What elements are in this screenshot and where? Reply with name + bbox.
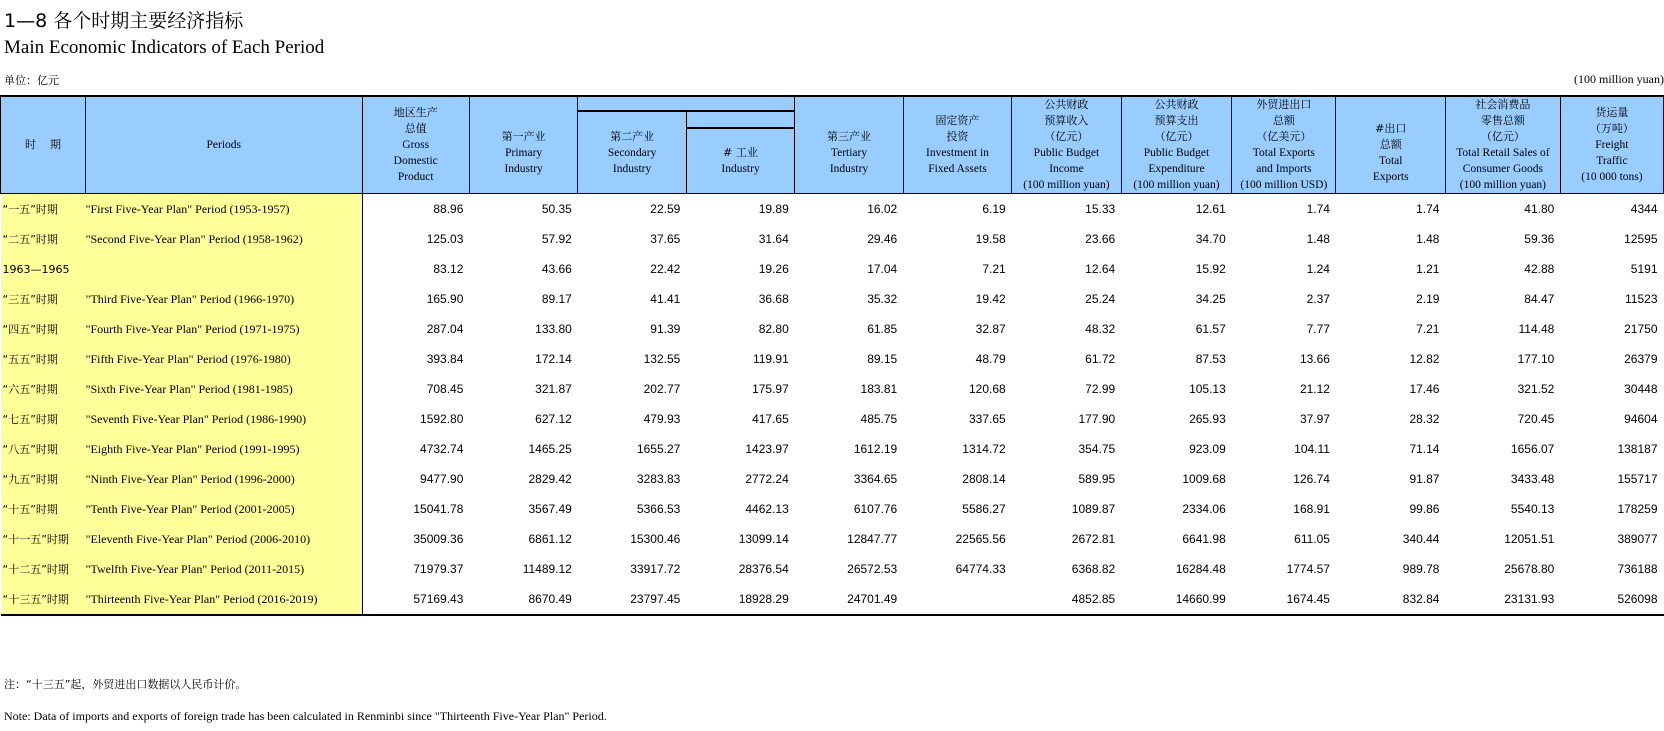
- header-primary-industry: [469, 96, 577, 194]
- header-line: (100 million yuan): [1133, 179, 1220, 191]
- header-period-zh: 时 期: [1, 96, 86, 194]
- header-line: Public Budget: [1143, 147, 1210, 159]
- period-zh-cell: “十三五”时期: [1, 584, 86, 615]
- period-zh-cell: “九五”时期: [1, 464, 86, 494]
- value-cell: 105.13: [1189, 382, 1226, 396]
- value-cell: 2808.14: [962, 472, 1006, 486]
- value-cell: 183.81: [860, 382, 898, 396]
- header-line: Fixed Assets: [928, 163, 987, 175]
- header-line: Gross: [402, 139, 430, 151]
- table-row: [1, 344, 1664, 374]
- value-cell: 120.68: [968, 382, 1006, 396]
- header-line: （亿元）: [1044, 130, 1089, 143]
- value-cell: 1592.80: [362, 404, 469, 434]
- header-industry-gap: [686, 111, 794, 128]
- value-cell: 82.80: [758, 322, 789, 336]
- header-freight: [1560, 96, 1663, 194]
- value-cell: 50.35: [541, 202, 572, 216]
- value-cell: 99.86: [1409, 502, 1440, 516]
- value-cell: 175.97: [752, 382, 789, 396]
- header-line: Industry: [721, 162, 760, 175]
- value-cell: 4852.85: [1012, 584, 1122, 615]
- unit-label-zh: 单位：亿元: [4, 74, 59, 87]
- value-cell: 23797.45: [578, 584, 686, 615]
- value-cell: 340.44: [1402, 532, 1440, 546]
- value-cell: 2.37: [1306, 292, 1330, 306]
- period-zh-cell: “七五”时期: [1, 404, 86, 434]
- value-cell: 1.21: [1416, 262, 1440, 276]
- value-cell: 1314.72: [962, 442, 1006, 456]
- value-cell: 155717: [1617, 472, 1658, 486]
- header-secondary-top: [578, 96, 795, 111]
- table-row: [1, 494, 1664, 524]
- header-line: Total Retail Sales of: [1456, 147, 1550, 159]
- value-cell: 3433.48: [1510, 472, 1555, 486]
- period-zh-cell: “十五”时期: [1, 494, 86, 524]
- value-cell: 72.99: [1085, 382, 1116, 396]
- period-en-cell: "First Five-Year Plan" Period (1953-1957): [86, 194, 362, 225]
- value-cell: 1465.25: [528, 442, 572, 456]
- value-cell: 9477.90: [362, 464, 469, 494]
- value-cell: 1.74: [1416, 202, 1440, 216]
- header-line: Secondary: [607, 146, 657, 159]
- header-line: 第二产业: [610, 129, 655, 143]
- header-line: Product: [397, 171, 434, 183]
- table-row: [1, 284, 1664, 314]
- header-line: （亿元）: [1154, 130, 1199, 143]
- value-cell: 61.57: [1195, 322, 1226, 336]
- value-cell: 11523: [1625, 292, 1658, 306]
- value-cell: 1.74: [1306, 202, 1330, 216]
- header-line: (100 million USD): [1240, 179, 1328, 191]
- value-cell: 6.19: [982, 202, 1006, 216]
- header-budget-expenditure: [1121, 96, 1232, 194]
- value-cell: 1674.45: [1232, 584, 1336, 615]
- value-cell: 125.03: [362, 224, 469, 254]
- value-cell: 37.97: [1299, 412, 1330, 426]
- value-cell: 720.45: [1517, 412, 1555, 426]
- value-cell: 3567.49: [528, 502, 572, 516]
- value-cell: 133.80: [535, 322, 572, 336]
- value-cell: 321.87: [535, 382, 572, 396]
- value-cell: 23.66: [1085, 232, 1116, 246]
- value-cell: 6861.12: [528, 532, 572, 546]
- value-cell: 87.53: [1195, 352, 1226, 366]
- value-cell: 19.89: [758, 202, 789, 216]
- period-en-cell: "Fifth Five-Year Plan" Period (1976-1980): [86, 344, 362, 374]
- unit-label-en: (100 million yuan): [1574, 72, 1664, 86]
- value-cell: 12.61: [1195, 202, 1226, 216]
- value-cell: 1.48: [1416, 232, 1440, 246]
- table-row: [1, 314, 1664, 344]
- value-cell: 119.91: [752, 352, 789, 366]
- value-cell: 34.25: [1195, 292, 1226, 306]
- value-cell: 6641.98: [1182, 532, 1226, 546]
- header-fixed-assets: [903, 96, 1011, 194]
- value-cell: 4732.74: [362, 434, 469, 464]
- table-row: [1, 554, 1664, 584]
- value-cell: 61.85: [867, 322, 898, 336]
- period-zh-cell: “十二五”时期: [1, 554, 86, 584]
- header-secondary-industry: [578, 111, 686, 194]
- value-cell: 4344: [1630, 202, 1658, 216]
- header-line: Industry: [612, 162, 652, 175]
- value-cell: 89.17: [541, 292, 572, 306]
- value-cell: 1.24: [1306, 262, 1330, 276]
- table-row: [1, 404, 1664, 434]
- header-line: (10 000 tons): [1581, 171, 1643, 183]
- header-line: Public Budget: [1033, 147, 1100, 159]
- period-en-cell: "Thirteenth Five-Year Plan" Period (2016-2019): [86, 584, 362, 615]
- value-cell: 1.48: [1306, 232, 1330, 246]
- value-cell: 7.77: [1306, 322, 1330, 336]
- period-zh-cell: “一五”时期: [1, 194, 86, 225]
- header-line: #出口: [1375, 122, 1407, 135]
- value-cell: 923.09: [1189, 442, 1226, 456]
- value-cell: 7.21: [1416, 322, 1440, 336]
- value-cell: 35.32: [867, 292, 898, 306]
- header-line: （万吨）: [1589, 122, 1634, 135]
- header-line: # 工业: [723, 145, 758, 159]
- value-cell: 989.78: [1402, 562, 1440, 576]
- value-cell: 33917.72: [630, 562, 681, 576]
- header-retail-sales: [1445, 96, 1560, 194]
- header-line: and Imports: [1256, 163, 1312, 175]
- period-zh-cell: “六五”时期: [1, 374, 86, 404]
- value-cell: 71979.37: [362, 554, 469, 584]
- value-cell: 71.14: [1409, 442, 1440, 456]
- header-line: 货运量: [1595, 106, 1629, 119]
- value-cell: 4462.13: [745, 502, 789, 516]
- value-cell: 8670.49: [469, 584, 577, 615]
- header-budget-income: [1012, 96, 1122, 194]
- value-cell: 25.24: [1085, 292, 1116, 306]
- value-cell: 94604: [1624, 412, 1658, 426]
- header-line: 第一产业: [501, 130, 546, 143]
- value-cell: 12.64: [1085, 262, 1116, 276]
- value-cell: 13099.14: [738, 532, 789, 546]
- value-cell: 287.04: [362, 314, 469, 344]
- table-row: [1, 464, 1664, 494]
- value-cell: 13.66: [1299, 352, 1330, 366]
- header-line: (100 million yuan): [1023, 179, 1110, 191]
- table-row: [1, 584, 1664, 615]
- value-cell: 6368.82: [1071, 562, 1116, 576]
- value-cell: 1655.27: [636, 442, 681, 456]
- value-cell: 393.84: [362, 344, 469, 374]
- header-line: 总额: [1272, 114, 1295, 127]
- value-cell: 29.46: [867, 232, 898, 246]
- value-cell: 22565.56: [955, 532, 1006, 546]
- value-cell: 19.42: [975, 292, 1006, 306]
- value-cell: 91.39: [650, 322, 681, 336]
- header-line: Income: [1049, 163, 1084, 175]
- value-cell: 1009.68: [1182, 472, 1226, 486]
- value-cell: 88.96: [362, 194, 469, 225]
- value-cell: 89.15: [867, 352, 898, 366]
- value-cell: 48.32: [1085, 322, 1116, 336]
- value-cell: 21.12: [1299, 382, 1330, 396]
- value-cell: 11489.12: [522, 562, 572, 576]
- period-en-cell: "Twelfth Five-Year Plan" Period (2011-2015): [86, 554, 362, 584]
- header-line: Freight: [1595, 139, 1629, 151]
- value-cell: 30448: [1624, 382, 1658, 396]
- value-cell: 832.84: [1336, 584, 1446, 615]
- value-cell: 16.02: [867, 202, 898, 216]
- value-cell: 132.55: [643, 352, 681, 366]
- value-cell: 17.04: [867, 262, 898, 276]
- period-en-cell: "Eighth Five-Year Plan" Period (1991-1995): [86, 434, 362, 464]
- value-cell: 485.75: [860, 412, 898, 426]
- header-line: （亿美元）: [1256, 130, 1312, 143]
- value-cell: 104.11: [1294, 442, 1330, 456]
- period-en-cell: "Sixth Five-Year Plan" Period (1981-1985): [86, 374, 362, 404]
- value-cell: 265.93: [1189, 412, 1226, 426]
- indicators-table: [0, 95, 1664, 616]
- value-cell: 736188: [1617, 562, 1658, 576]
- header-line: Investment in: [925, 147, 989, 159]
- value-cell: 6107.76: [853, 502, 898, 516]
- value-cell: 2334.06: [1182, 502, 1226, 516]
- table-row: [1, 434, 1664, 464]
- header-line: 投资: [946, 130, 969, 143]
- table-row: [1, 254, 1664, 284]
- value-cell: 36.68: [758, 292, 789, 306]
- value-cell: 5366.53: [636, 502, 681, 516]
- value-cell: 18928.29: [686, 584, 794, 615]
- header-line: Total: [1378, 155, 1403, 167]
- value-cell: 5540.13: [1510, 502, 1555, 516]
- header-line: 公共财政: [1044, 98, 1089, 111]
- period-zh-cell: 1963—1965: [1, 254, 86, 284]
- table-row: [1, 524, 1664, 554]
- value-cell: 202.77: [643, 382, 681, 396]
- value-cell: 2829.42: [528, 472, 572, 486]
- header-line: Consumer Goods: [1462, 163, 1543, 175]
- period-en-cell: "Second Five-Year Plan" Period (1958-1962): [86, 224, 362, 254]
- value-cell: 28.32: [1409, 412, 1440, 426]
- value-cell: 126.74: [1293, 472, 1330, 486]
- value-cell: 26572.53: [847, 562, 898, 576]
- value-cell: 15.92: [1195, 262, 1226, 276]
- value-cell: 59.36: [1524, 232, 1555, 246]
- value-cell: 178259: [1617, 502, 1658, 516]
- value-cell: 91.87: [1409, 472, 1440, 486]
- header-line: Tertiary: [830, 147, 868, 159]
- header-period-en: Periods: [86, 96, 362, 194]
- value-cell: 479.93: [643, 412, 681, 426]
- note-zh: 注：“十三五”起，外贸进出口数据以人民币计价。: [4, 678, 247, 691]
- value-cell: 138187: [1617, 442, 1658, 456]
- value-cell: 34.70: [1195, 232, 1226, 246]
- value-cell: 28376.54: [738, 562, 789, 576]
- header-line: 社会消费品: [1475, 98, 1531, 111]
- header-line: Exports: [1372, 171, 1409, 183]
- value-cell: 15.33: [1085, 202, 1116, 216]
- value-cell: 321.52: [1517, 382, 1555, 396]
- header-line: 总值: [404, 122, 427, 135]
- value-cell: 19.58: [975, 232, 1006, 246]
- value-cell: 12051.51: [1504, 532, 1555, 546]
- value-cell: 43.66: [541, 262, 572, 276]
- period-en-cell: "Ninth Five-Year Plan" Period (1996-2000): [86, 464, 362, 494]
- value-cell: 15041.78: [362, 494, 469, 524]
- value-cell: 3364.65: [853, 472, 898, 486]
- value-cell: 1423.97: [745, 442, 789, 456]
- value-cell: 12847.77: [847, 532, 898, 546]
- period-en-cell: "Tenth Five-Year Plan" Period (2001-2005): [86, 494, 362, 524]
- value-cell: 165.90: [362, 284, 469, 314]
- period-zh-cell: “四五”时期: [1, 314, 86, 344]
- header-line: 地区生产: [393, 106, 438, 119]
- page-title-zh: 1—8 各个时期主要经济指标: [4, 10, 244, 32]
- value-cell: 2672.81: [1071, 532, 1116, 546]
- value-cell: 41.80: [1524, 202, 1555, 216]
- period-zh-cell: “八五”时期: [1, 434, 86, 464]
- value-cell: 22.42: [650, 262, 681, 276]
- value-cell: 627.12: [535, 412, 572, 426]
- table-row: [1, 224, 1664, 254]
- header-exports: [1336, 96, 1446, 194]
- value-cell: 337.65: [968, 412, 1006, 426]
- value-cell: 14660.99: [1121, 584, 1232, 615]
- table-row: [1, 194, 1664, 225]
- value-cell: 83.12: [362, 254, 469, 284]
- value-cell: 2772.24: [745, 472, 789, 486]
- value-cell: 26379: [1624, 352, 1658, 366]
- value-cell: 7.21: [982, 262, 1006, 276]
- period-en-cell: "Eleventh Five-Year Plan" Period (2006-2010): [86, 524, 362, 554]
- header-line: 零售总额: [1480, 114, 1525, 127]
- value-cell: 84.47: [1524, 292, 1555, 306]
- page-title-en: Main Economic Indicators of Each Period: [4, 37, 325, 58]
- header-line: (100 million yuan): [1459, 179, 1547, 191]
- header-line: Industry: [829, 163, 869, 175]
- value-cell: 172.14: [535, 352, 572, 366]
- value-cell: 589.95: [1078, 472, 1116, 486]
- value-cell: 64774.33: [955, 562, 1006, 576]
- value-cell: 2.19: [1416, 292, 1440, 306]
- header-tertiary-industry: [795, 96, 903, 194]
- header-line: Total Exports: [1252, 147, 1315, 159]
- value-cell: 35009.36: [362, 524, 469, 554]
- value-cell: 57.92: [541, 232, 572, 246]
- value-cell: 1774.57: [1286, 562, 1330, 576]
- value-cell: 526098: [1560, 584, 1663, 615]
- period-en-cell: "Seventh Five-Year Plan" Period (1986-1990): [86, 404, 362, 434]
- header-line: Domestic: [393, 155, 438, 167]
- value-cell: 5586.27: [962, 502, 1006, 516]
- header-line: Traffic: [1596, 155, 1628, 167]
- header-line: 总额: [1379, 138, 1402, 151]
- period-zh-cell: “三五”时期: [1, 284, 86, 314]
- value-cell: 61.72: [1085, 352, 1116, 366]
- period-en-cell: [86, 254, 362, 284]
- value-cell: 1089.87: [1071, 502, 1116, 516]
- header-line: Primary: [505, 147, 543, 159]
- header-line: 预算支出: [1154, 114, 1199, 127]
- value-cell: 5191: [1630, 262, 1658, 276]
- value-cell: 177.90: [1078, 412, 1116, 426]
- header-line: 公共财政: [1154, 98, 1199, 111]
- period-zh-cell: “五五”时期: [1, 344, 86, 374]
- value-cell: 389077: [1617, 532, 1658, 546]
- header-line: Expenditure: [1148, 163, 1205, 175]
- value-cell: 22.59: [650, 202, 681, 216]
- header-line: （亿元）: [1480, 130, 1525, 143]
- header-line: 外贸进出口: [1256, 98, 1312, 111]
- value-cell: 32.87: [975, 322, 1006, 336]
- header-line: 固定资产: [935, 114, 980, 127]
- period-zh-cell: “二五”时期: [1, 224, 86, 254]
- period-en-cell: "Fourth Five-Year Plan" Period (1971-1975): [86, 314, 362, 344]
- value-cell: 708.45: [362, 374, 469, 404]
- value-cell: 25678.80: [1504, 562, 1555, 576]
- header-trade-total: [1232, 96, 1336, 194]
- header-line: 第三产业: [826, 130, 871, 143]
- value-cell: 16284.48: [1175, 562, 1226, 576]
- value-cell: 3283.83: [636, 472, 681, 486]
- value-cell: [903, 584, 1011, 615]
- value-cell: 24701.49: [795, 584, 903, 615]
- value-cell: 1656.07: [1510, 442, 1555, 456]
- period-zh-cell: “十一五”时期: [1, 524, 86, 554]
- header-line: Industry: [504, 163, 543, 175]
- value-cell: 12595: [1624, 232, 1658, 246]
- note-en: Note: Data of imports and exports of foreign trade has been calculated in Renminbi since "Thirteenth Five-Year Plan" Period.: [4, 709, 607, 723]
- value-cell: 114.48: [1518, 322, 1555, 336]
- value-cell: 354.75: [1078, 442, 1116, 456]
- value-cell: 19.26: [758, 262, 789, 276]
- table-row: [1, 374, 1664, 404]
- header-gdp: [362, 96, 469, 194]
- value-cell: 12.82: [1409, 352, 1440, 366]
- value-cell: 611.05: [1294, 532, 1330, 546]
- value-cell: 177.10: [1517, 352, 1555, 366]
- period-en-cell: "Third Five-Year Plan" Period (1966-1970): [86, 284, 362, 314]
- value-cell: 1612.19: [853, 442, 898, 456]
- header-line: 预算收入: [1044, 114, 1089, 127]
- value-cell: 417.65: [752, 412, 789, 426]
- value-cell: 21750: [1624, 322, 1658, 336]
- value-cell: 15300.46: [630, 532, 681, 546]
- value-cell: 168.91: [1293, 502, 1330, 516]
- value-cell: 31.64: [758, 232, 789, 246]
- value-cell: 48.79: [975, 352, 1006, 366]
- value-cell: 17.46: [1409, 382, 1440, 396]
- value-cell: 41.41: [650, 292, 681, 306]
- value-cell: 57169.43: [362, 584, 469, 615]
- value-cell: 37.65: [650, 232, 681, 246]
- header-industry: [686, 128, 794, 194]
- value-cell: 23131.93: [1445, 584, 1560, 615]
- value-cell: 42.88: [1524, 262, 1555, 276]
